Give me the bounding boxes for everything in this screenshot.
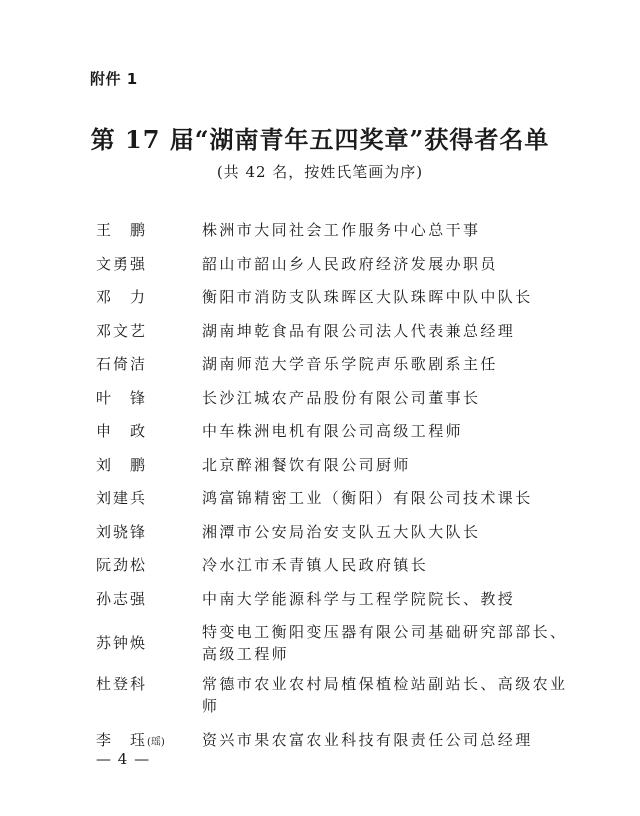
awardee-name: 邓文艺	[96, 321, 148, 340]
awardee-position: 资兴市果农富农业科技有限责任公司总经理	[202, 730, 533, 749]
awardee-name: 叶 锋	[96, 388, 148, 407]
list-item	[96, 454, 576, 476]
awardee-name: 石倚洁	[96, 355, 148, 373]
list-item	[96, 487, 576, 509]
document-subtitle: (共 42 名，按姓氏笔画为序)	[216, 163, 424, 181]
awardee-position: 衡阳市消防支队珠晖区大队珠晖中队中队长	[202, 288, 533, 306]
awardee-position: 株洲市大同社会工作服务中心总干事	[202, 221, 481, 239]
awardee-name: 刘 鹏	[96, 455, 148, 474]
awardee-name: 文勇强	[96, 254, 148, 273]
document-title: 第 17 届“湖南青年五四奖章”获得者名单	[90, 125, 550, 154]
awardee-name: 杜登科	[96, 675, 148, 693]
awardee-name: 申 政	[96, 422, 148, 440]
list-item	[96, 420, 576, 442]
awardee-name: 苏钟焕	[96, 634, 148, 652]
awardee-position: 长沙江城农产品股份有限公司董事长	[202, 388, 481, 407]
awardee-position: 中南大学能源科学与工程学院院长、教授	[202, 589, 516, 608]
list-item	[96, 286, 576, 308]
awardee-position: 湖南师范大学音乐学院声乐歌剧系主任	[202, 355, 498, 373]
list-item	[96, 729, 576, 754]
awardee-position: 韶山市韶山乡人民政府经济发展办职员	[202, 254, 498, 273]
awardee-position: 常德市农业农村局植保植检站副站长、高级农业师	[202, 675, 568, 715]
awardee-name: 王 鹏	[96, 221, 148, 239]
awardee-position: 北京醉湘餐饮有限公司厨师	[202, 455, 411, 474]
awardee-name: 李 珏	[96, 730, 148, 749]
list-item	[96, 219, 576, 241]
awardee-name: 邓 力	[96, 288, 148, 306]
awardee-position: 冷水江市禾青镇人民政府镇长	[202, 556, 429, 574]
list-item	[96, 387, 576, 409]
list-item	[96, 320, 576, 342]
page-number: — 4 —	[96, 750, 151, 768]
awardee-name: 阮劲松	[96, 556, 148, 574]
list-item	[96, 253, 576, 275]
attachment-label: 附件 1	[90, 70, 138, 88]
awardee-list	[96, 219, 576, 765]
list-item	[96, 621, 576, 665]
awardee-position: 湖南坤乾食品有限公司法人代表兼总经理	[202, 321, 516, 340]
awardee-position: 鸿富锦精密工业（衡阳）有限公司技术课长	[202, 489, 533, 507]
awardee-position: 湘潭市公安局治安支队五大队大队长	[202, 522, 481, 541]
awardee-name: 刘建兵	[96, 489, 148, 507]
awardee-name: 刘骁锋	[96, 522, 148, 541]
awardee-position: 特变电工衡阳变压器有限公司基础研究部部长、高级工程师	[202, 623, 568, 663]
list-item	[96, 353, 576, 375]
list-item	[96, 521, 576, 543]
awardee-position: 中车株洲电机有限公司高级工程师	[202, 422, 464, 440]
list-item	[96, 554, 576, 576]
awardee-name: 孙志强	[96, 589, 148, 608]
list-item	[96, 673, 576, 717]
ethnicity-note: (瑶)	[147, 736, 165, 748]
list-item	[96, 588, 576, 610]
